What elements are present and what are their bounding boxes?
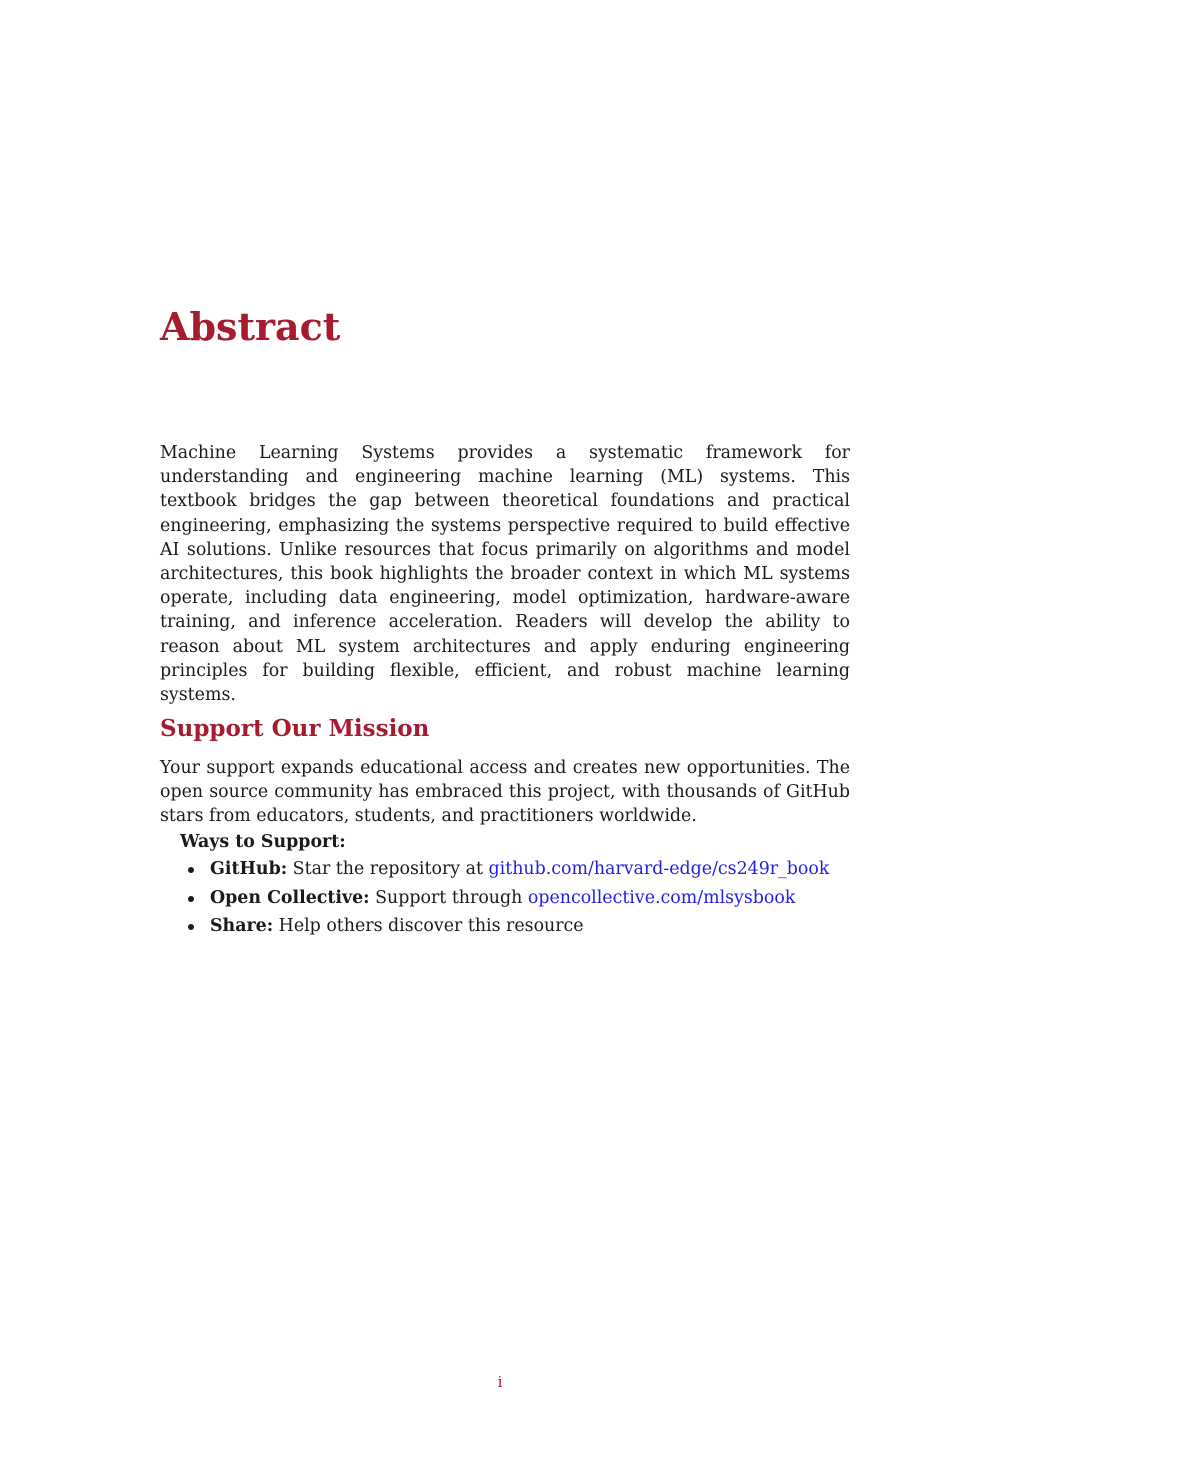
github-repo-link[interactable]: github.com/harvard-edge/cs249r_book: [488, 859, 830, 879]
support-item-github: [188, 857, 848, 886]
bullet-icon: [188, 924, 194, 930]
support-item-name: Share:: [210, 916, 274, 936]
support-item-text: Star the repository at: [287, 859, 489, 879]
page-number: i: [497, 1373, 503, 1391]
support-item-name: GitHub:: [210, 859, 288, 879]
support-list: [188, 857, 848, 943]
abstract-heading: Abstract: [160, 304, 341, 349]
support-item-text: Support through: [369, 887, 528, 908]
support-item-share: [188, 914, 848, 943]
open-collective-link[interactable]: opencollective.com/mlsysbook: [527, 887, 796, 908]
bullet-icon: [188, 896, 194, 902]
support-heading: Support Our Mission: [160, 715, 430, 742]
support-item-name: Open Collective:: [210, 887, 370, 908]
support-item-open-collective: [188, 886, 848, 915]
support-paragraph: Your support expands educational access and creates new opportunities. The open source community has embraced this project, with thousands of GitHub stars from educators, students, and practitioners worldwide.: [160, 758, 850, 827]
ways-to-support-label: Ways to Support:: [180, 832, 346, 852]
support-item-text: Help others discover this resource: [273, 916, 584, 936]
abstract-paragraph: Machine Learning Systems provides a systematic framework for understanding and engineering machine learning (ML) systems. This textbook bridges the gap between theoretical foundations and practical engineering, emphasizing the systems perspective required to build effective AI solutions. Unlike resources that focus primarily on algorithms and model architectures, this book highlights the broader context in which ML systems operate, including data engineering, model optimization, hardware-aware training, and inference acceleration. Readers will develop the ability to reason about ML system architectures and apply enduring engineering principles for building flexible, efficient, and robust machine learning systems.: [160, 443, 850, 706]
bullet-icon: [188, 867, 194, 873]
